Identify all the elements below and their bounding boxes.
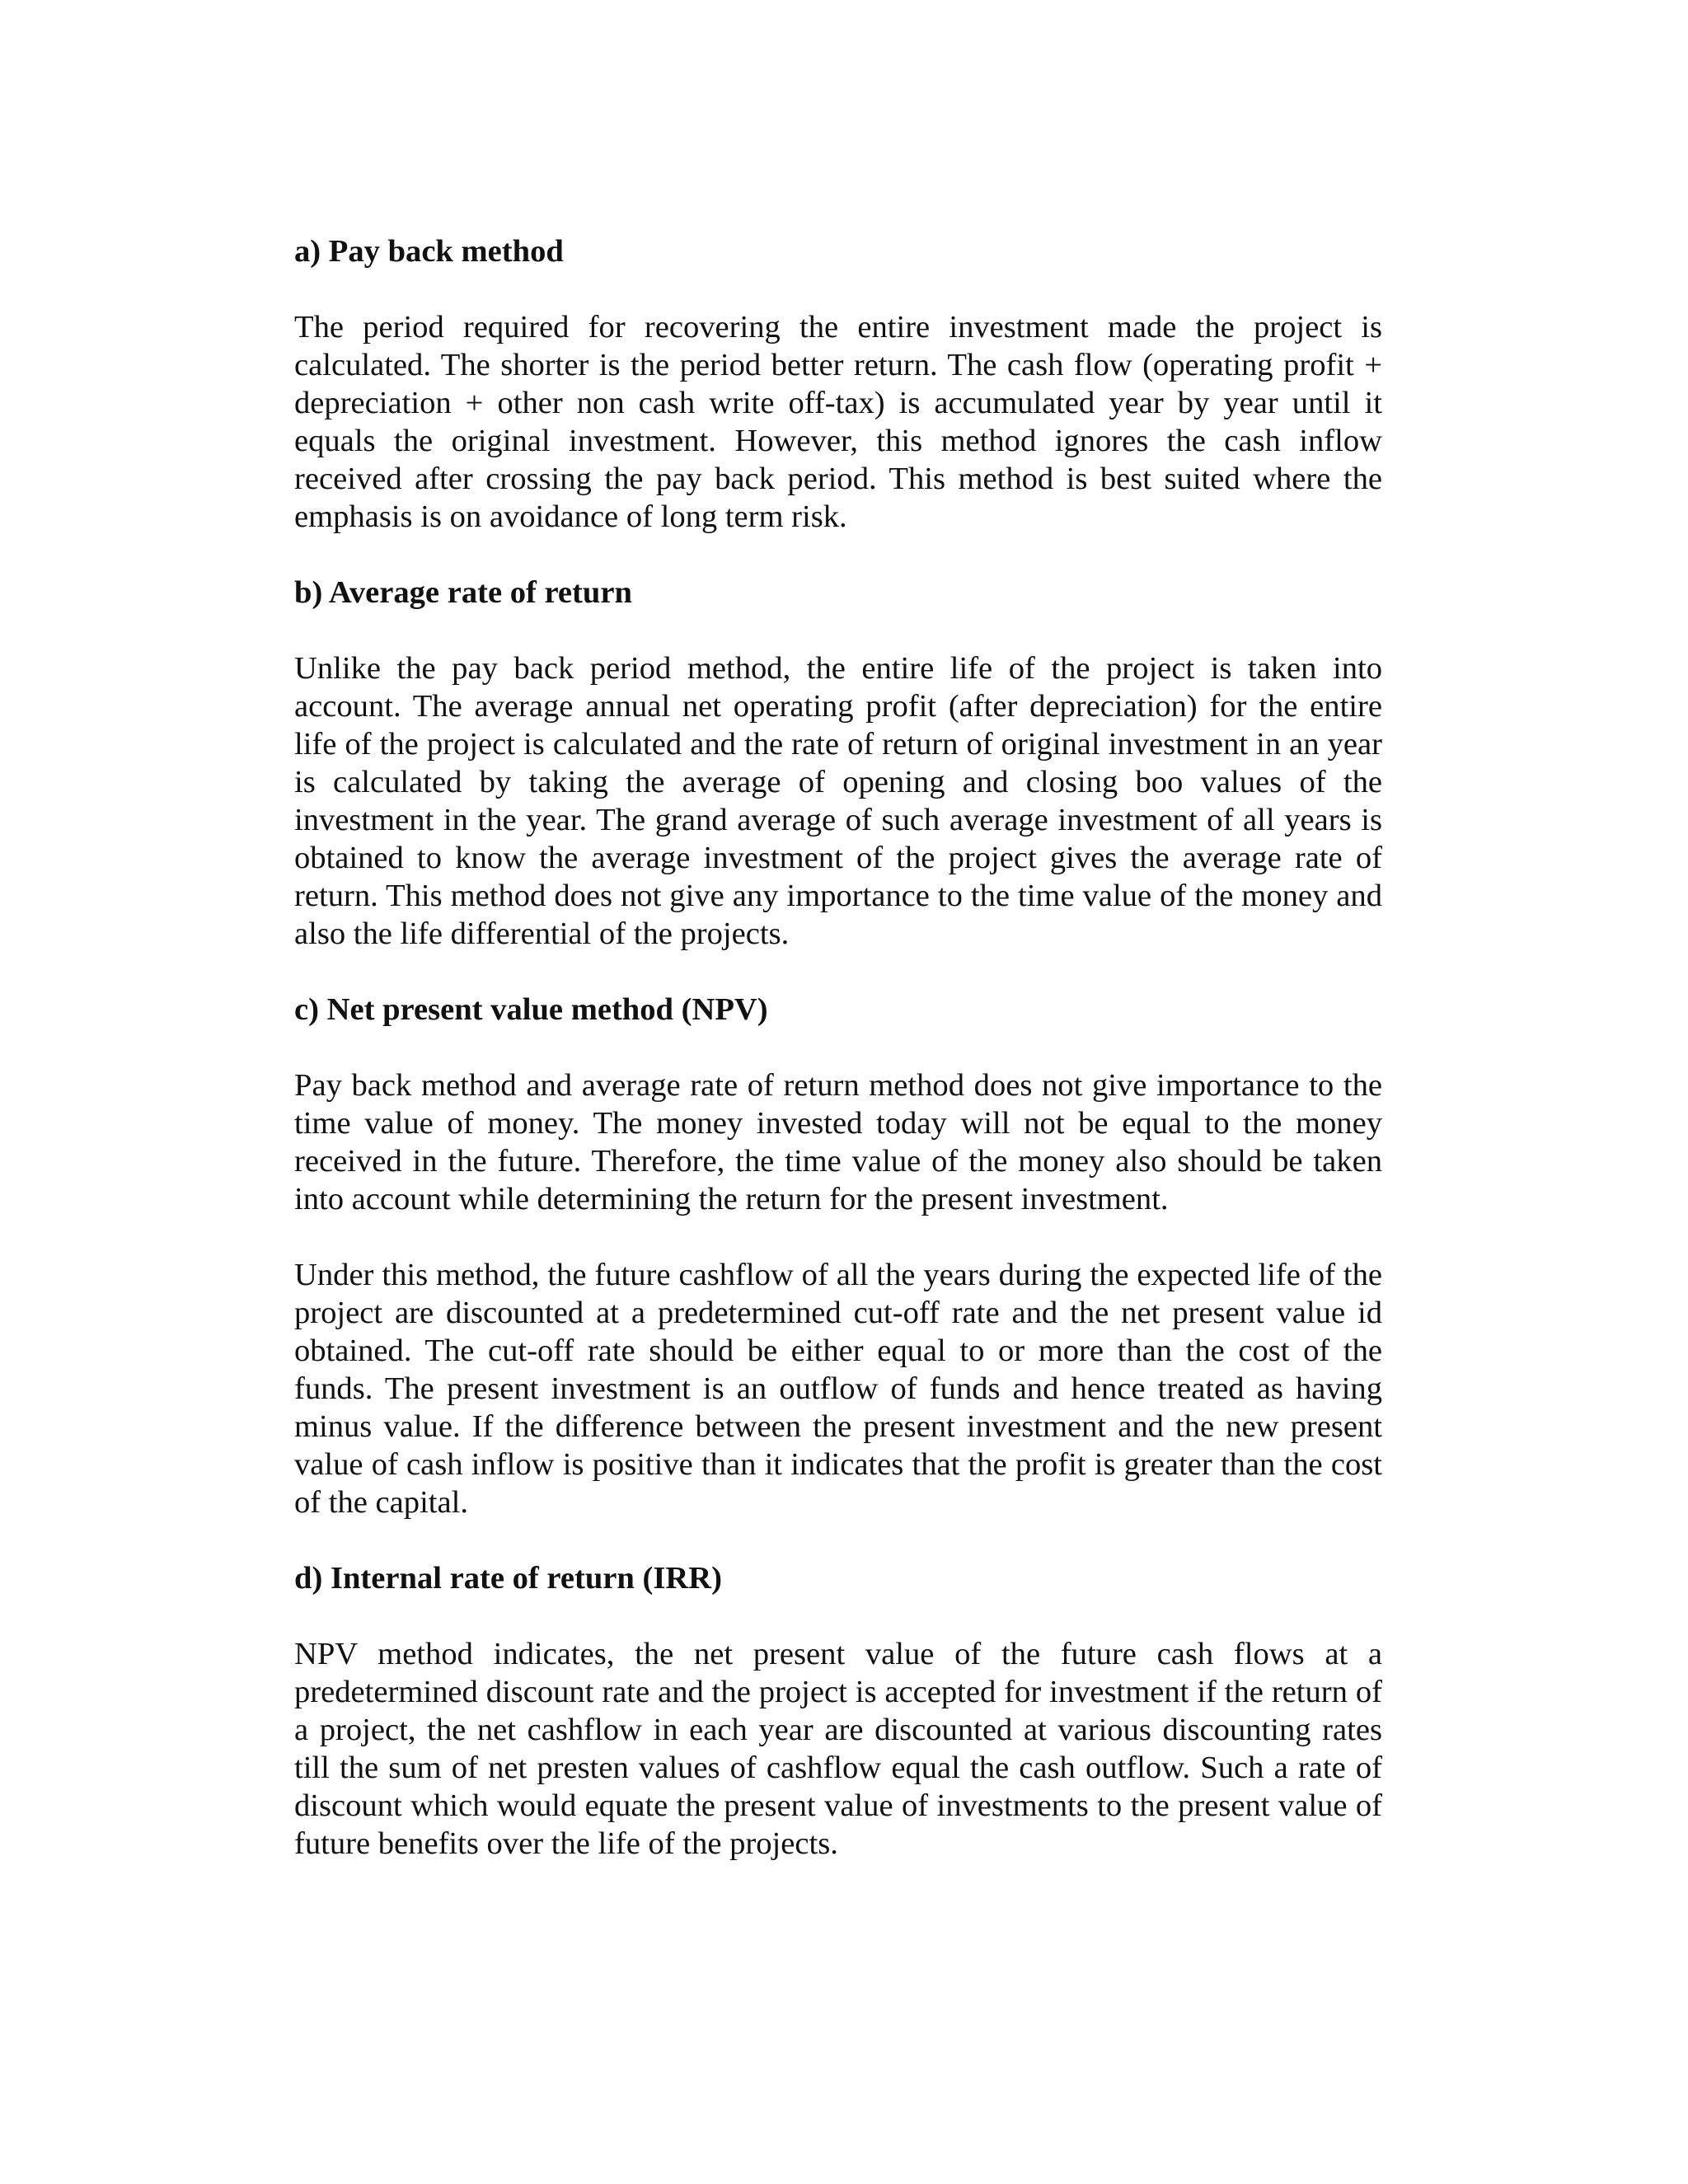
section-heading-average-rate: b) Average rate of return xyxy=(294,575,632,610)
paragraph-average-rate: Unlike the pay back period method, the entire life of the project is taken into account. The average annual net operating profit (after depreciation) for the entire life of the project is calculated and the rate of return of original investment in an year is calculated by taking the average of opening and closing boo values of the investment in the year. The grand average of such average investment of all years is obtained to know the average investment of the project gives the average rate of return. This method does not give any importance to the time value of the money and also the life differential of the projects. xyxy=(294,651,1382,951)
spacer xyxy=(294,536,1382,574)
spacer xyxy=(294,1029,1382,1066)
spacer xyxy=(294,953,1382,991)
spacer xyxy=(294,270,1382,308)
spacer xyxy=(294,1521,1382,1559)
section-heading-npv: c) Net present value method (NPV) xyxy=(294,992,768,1027)
section-heading-irr: d) Internal rate of return (IRR) xyxy=(294,1561,722,1596)
section-heading-pay-back: a) Pay back method xyxy=(294,234,564,269)
paragraph-npv-2: Under this method, the future cashflow of all the years during the expected life of the project are discounted at a predetermined cut-off rate and the net present value id obtained. The cut-off rate should be either equal to or more than the cost of the funds. The present investment is an outflow of funds and hence treated as having minus value. If the difference between the present investment and the new present value of cash inflow is positive than it indicates that the profit is greater than the cost of the capital. xyxy=(294,1258,1382,1520)
document-body xyxy=(294,232,1382,1863)
spacer xyxy=(294,1218,1382,1256)
paragraph-irr: NPV method indicates, the net present value of the future cash flows at a predetermined discount rate and the project is accepted for investment if the return of a project, the net cashflow in each year are discounted at various discounting rates till the sum of net presten values of cashflow equal the cash outflow. Such a rate of discount which would equate the present value of investments to the present value of future benefits over the life of the projects. xyxy=(294,1637,1382,1861)
spacer xyxy=(294,1597,1382,1635)
paragraph-npv-1: Pay back method and average rate of return method does not give importance to the time value of money. The money invested today will not be equal to the money received in the future. Therefore, the time value of the money also should be taken into account while determining the return for the present investment. xyxy=(294,1068,1382,1216)
spacer xyxy=(294,612,1382,649)
paragraph-pay-back: The period required for recovering the entire investment made the project is calculated. The shorter is the period better return. The cash flow (operating profit + depreciation + other non cash write off-tax) is accumulated year by year until it equals the original investment. However, this method ignores the cash inflow received after crossing the pay back period. This method is best suited where the emphasis is on avoidance of long term risk. xyxy=(294,310,1382,534)
